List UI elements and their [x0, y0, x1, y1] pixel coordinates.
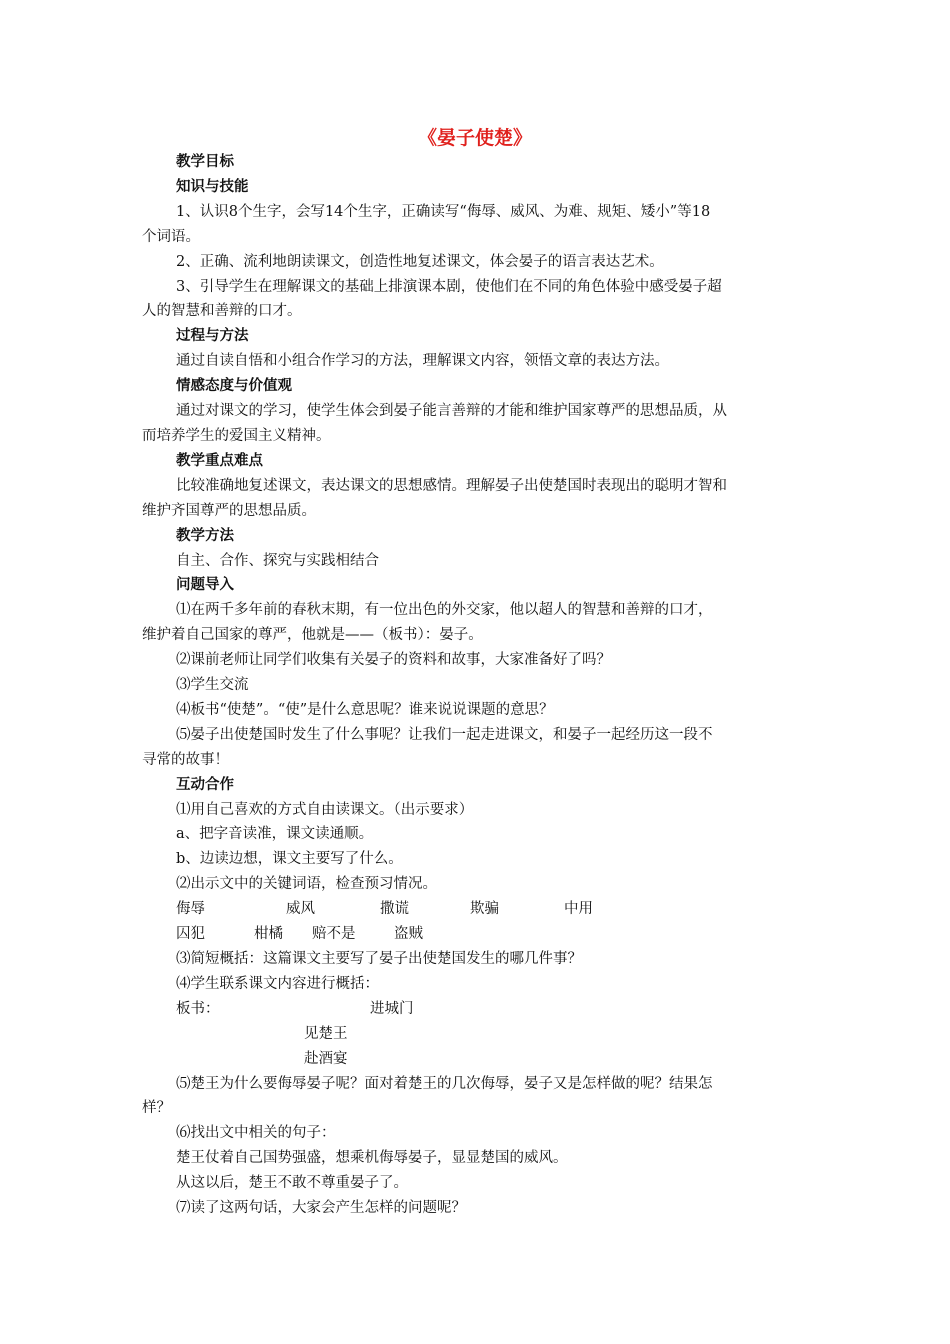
paragraph: 维护齐国尊严的思想品质。	[142, 502, 316, 519]
vocab-word: 威风	[286, 901, 315, 918]
paragraph: ⑷板书“使楚”。“使”是什么意思呢？谁来说说课题的意思？	[176, 701, 554, 718]
paragraph: 1、认识8个生字，会写14个生字，正确读写“侮辱、威风、为难、规矩、矮小”等18	[176, 203, 711, 220]
paragraph: 自主、合作、探究与实践相结合	[176, 552, 379, 569]
paragraph: ⑸晏子出使楚国时发生了什么事呢？让我们一起走进课文，和晏子一起经历这一段不	[176, 726, 713, 743]
section-heading-emotion: 情感态度与价值观	[176, 378, 292, 395]
paragraph: ⑹找出文中相关的句子：	[176, 1125, 336, 1142]
section-heading-method: 教学方法	[176, 527, 234, 544]
board-item: 见楚王	[304, 1025, 348, 1042]
paragraph: 而培养学生的爱国主义精神。	[142, 427, 331, 444]
paragraph: 通过自读自悟和小组合作学习的方法，理解课文内容，领悟文章的表达方法。	[176, 353, 669, 370]
paragraph: a、把字音读准，课文读通顺。	[176, 826, 374, 843]
paragraph: ⑵出示文中的关键词语，检查预习情况。	[176, 876, 437, 893]
paragraph: 人的智慧和善辩的口才。	[142, 303, 302, 320]
paragraph: b、边读边想，课文主要写了什么。	[176, 851, 403, 868]
vocab-word: 中用	[564, 901, 593, 918]
section-heading-key-points: 教学重点难点	[176, 452, 263, 469]
paragraph: 3、引导学生在理解课文的基础上排演课本剧，使他们在不同的角色体验中感受晏子超	[176, 278, 722, 295]
paragraph: ⑺读了这两句话，大家会产生怎样的问题呢？	[176, 1200, 466, 1217]
vocab-word: 囚犯	[176, 926, 205, 943]
board-item: 进城门	[370, 1000, 414, 1017]
vocab-word: 欺骗	[470, 901, 499, 918]
paragraph: ⑵课前老师让同学们收集有关晏子的资料和故事，大家准备好了吗？	[176, 652, 611, 669]
vocab-word: 盗贼	[394, 926, 423, 943]
section-heading-process: 过程与方法	[176, 328, 249, 345]
paragraph: ⑸楚王为什么要侮辱晏子呢？面对着楚王的几次侮辱，晏子又是怎样做的呢？结果怎	[176, 1075, 713, 1092]
board-item: 赴酒宴	[304, 1050, 348, 1067]
paragraph: 比较准确地复述课文，表达课文的思想感情。理解晏子出使楚国时表现出的聪明才智和	[176, 477, 727, 494]
paragraph: 维护着自己国家的尊严，他就是——（板书）：晏子。	[142, 627, 483, 644]
section-heading-goals: 教学目标	[176, 154, 234, 170]
paragraph: 2、正确、流利地朗读课文，创造性地复述课文，体会晏子的语言表达艺术。	[176, 253, 664, 270]
paragraph: 个词语。	[142, 228, 200, 245]
section-heading-knowledge: 知识与技能	[176, 178, 249, 195]
section-heading-cooperation: 互动合作	[176, 776, 234, 793]
paragraph: 样？	[142, 1100, 171, 1117]
section-heading-intro: 问题导入	[176, 577, 234, 594]
vocab-word: 赔不是	[312, 926, 356, 943]
vocab-row-1	[142, 897, 814, 922]
paragraph: ⑴用自己喜欢的方式自由读课文。（出示要求）	[176, 801, 474, 818]
board-label: 板书：	[176, 1000, 220, 1017]
paragraph: ⑶简短概括：这篇课文主要写了晏子出使楚国发生的哪几件事？	[176, 951, 582, 967]
paragraph: ⑷学生联系课文内容进行概括：	[176, 975, 379, 992]
board-writing	[142, 997, 814, 1022]
lesson-content	[142, 150, 814, 1221]
page-title: 《晏子使楚》	[417, 127, 532, 149]
vocab-row-2	[142, 922, 814, 947]
quoted-sentence: 从这以后，楚王不敢不尊重晏子了。	[176, 1175, 408, 1192]
paragraph: 通过对课文的学习，使学生体会到晏子能言善辩的才能和维护国家尊严的思想品质，从	[176, 403, 727, 420]
vocab-word: 撒谎	[380, 901, 409, 918]
vocab-word: 侮辱	[176, 901, 205, 918]
paragraph: 寻常的故事！	[142, 751, 229, 768]
quoted-sentence: 楚王仗着自己国势强盛，想乘机侮辱晏子，显显楚国的威风。	[176, 1150, 568, 1167]
vocab-word: 柑橘	[254, 926, 283, 943]
paragraph: ⑶学生交流	[176, 677, 249, 694]
paragraph: ⑴在两千多年前的春秋末期，有一位出色的外交家，他以超人的智慧和善辩的口才，	[176, 602, 713, 619]
